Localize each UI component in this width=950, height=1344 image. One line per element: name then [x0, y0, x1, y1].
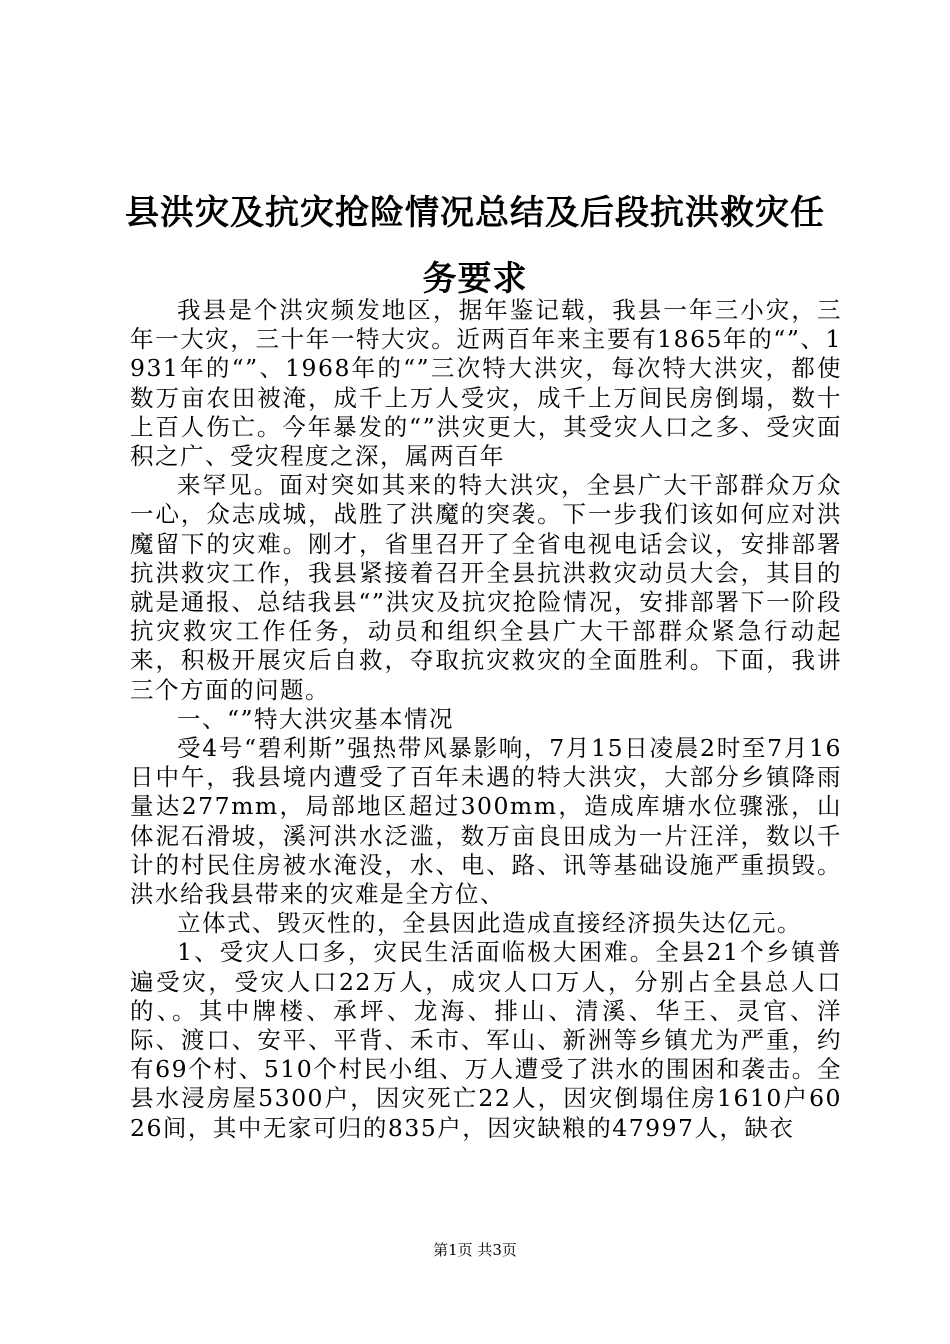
paragraph: 立体式、毁灭性的，全县因此造成直接经济损失达亿元。	[177, 909, 802, 938]
paragraph: 1、受灾人口多，灾民生活面临极大困难。全县21个乡镇普遍受灾，受灾人口22万人，成灾人口万人，分别占全县总人口的、。其中牌楼、承坪、龙海、排山、清溪、华王、灵官、洋际、渡口、安平、平背、禾市、军山、新洲等乡镇尤为严重，约有69个村、510个村民小组、万人遭受了洪水的围困和袭击。全县水浸房屋5300户，因灾死亡22人，因灾倒塌住房1610户6026间，其中无家可归的835户，因灾缺粮的47997人，缺衣	[130, 938, 842, 1142]
document-title: 县洪灾及抗灾抢险情况总结及后段抗洪救灾任务要求	[125, 193, 825, 299]
paragraph: 来罕见。面对突如其来的特大洪灾，全县广大干部群众万众一心，众志成城，战胜了洪魔的突袭。下一步我们该如何应对洪魔留下的灾难。刚才，省里召开了全省电视电话会议，安排部署抗洪救灾工作，我县紧接着召开全县抗洪救灾动员大会，其目的就是通报、总结我县“”洪灾及抗灾抢险情况，安排部署下一阶段抗灾救灾工作任务，动员和组织全县广大干部群众紧急行动起来，积极开展灾后自救，夺取抗灾救灾的全面胜利。下面，我讲三个方面的问题。	[130, 471, 842, 704]
page-footer: 第1页 共3页	[433, 1241, 517, 1259]
paragraph: 我县是个洪灾频发地区，据年鉴记载，我县一年三小灾，三年一大灾，三十年一特大灾。近两百年来主要有1865年的“”、1931年的“”、1968年的“”三次特大洪灾，每次特大洪灾，都使数万亩农田被淹，成千上万人受灾，成千上万间民房倒塌，数十上百人伤亡。今年暴发的“”洪灾更大，其受灾人口之多、受灾面积之广、受灾程度之深，属两百年	[130, 296, 842, 471]
section-heading: 一、“”特大洪灾基本情况	[177, 704, 455, 733]
document-body	[130, 296, 842, 1143]
paragraph: 受4号“碧利斯”强热带风暴影响，7月15日凌晨2时至7月16日中午，我县境内遭受了百年未遇的特大洪灾，大部分乡镇降雨量达277mm，局部地区超过300mm，造成库塘水位骤涨，山体泥石滑坡，溪河洪水泛滥，数万亩良田成为一片汪洋，数以千计的村民住房被水淹没，水、电、路、讯等基础设施严重损毁。洪水给我县带来的灾难是全方位、	[130, 734, 842, 909]
